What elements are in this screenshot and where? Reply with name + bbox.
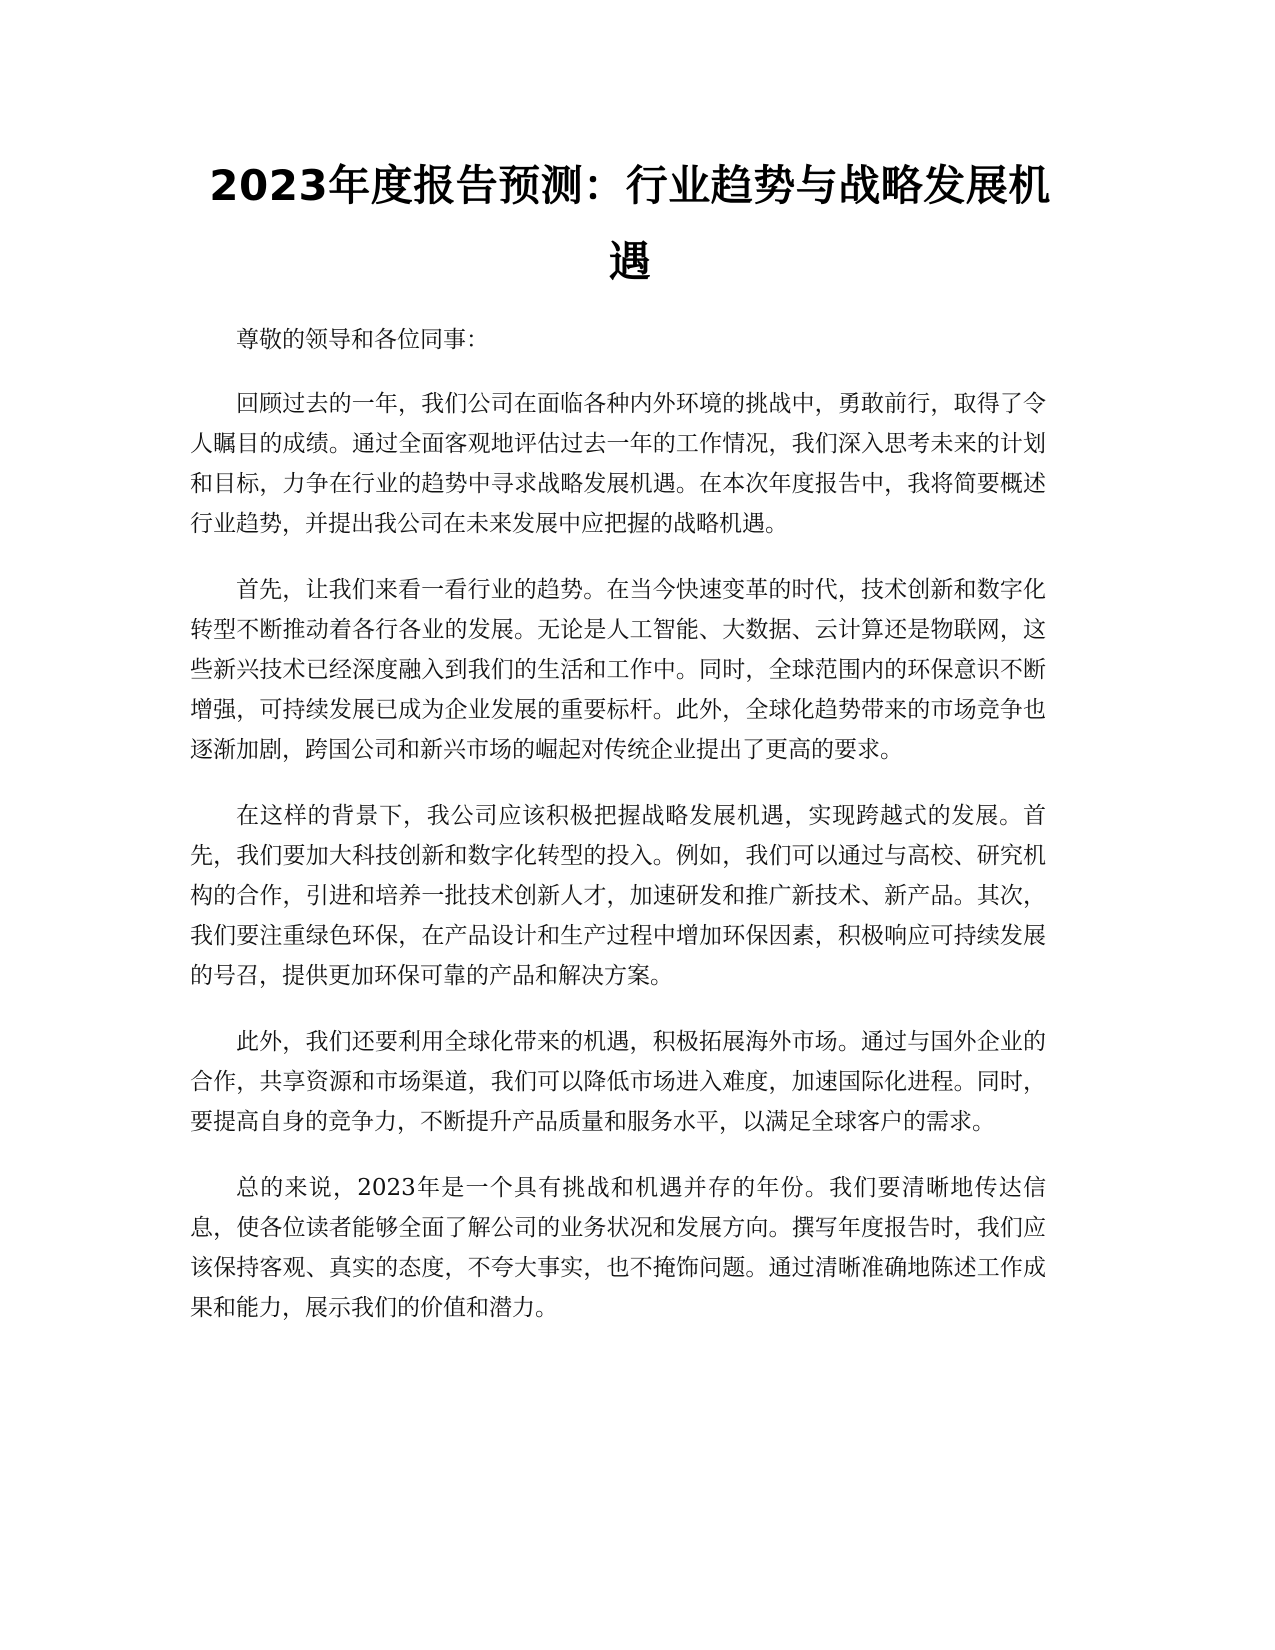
paragraph-industry-trends: 首先，让我们来看一看行业的趋势。在当今快速变革的时代，技术创新和数字化转型不断推动着各行各业的发展。无论是人工智能、大数据、云计算还是物联网，这些新兴技术已经深度融入到我们的生活和工作中。同时，全球范围内的环保意识不断增强，可持续发展已成为企业发展的重要标杆。此外，全球化趋势带来的市场竞争也逐渐加剧，跨国公司和新兴市场的崛起对传统企业提出了更高的要求。 xyxy=(190,577,1046,763)
paragraph-review: 回顾过去的一年，我们公司在面临各种内外环境的挑战中，勇敢前行，取得了令人瞩目的成绩。通过全面客观地评估过去一年的工作情况，我们深入思考未来的计划和目标，力争在行业的趋势中寻求战略发展机遇。在本次年度报告中，我将简要概述行业趋势，并提出我公司在未来发展中应把握的战略机遇。 xyxy=(190,391,1046,537)
document-body xyxy=(190,320,1046,1354)
paragraph-strategic-opportunities: 在这样的背景下，我公司应该积极把握战略发展机遇，实现跨越式的发展。首先，我们要加大科技创新和数字化转型的投入。例如，我们可以通过与高校、研究机构的合作，引进和培养一批技术创新人才，加速研发和推广新技术、新产品。其次，我们要注重绿色环保，在产品设计和生产过程中增加环保因素，积极响应可持续发展的号召，提供更加环保可靠的产品和解决方案。 xyxy=(190,803,1046,989)
paragraph-globalization: 此外，我们还要利用全球化带来的机遇，积极拓展海外市场。通过与国外企业的合作，共享资源和市场渠道，我们可以降低市场进入难度，加速国际化进程。同时，要提高自身的竞争力，不断提升产品质量和服务水平，以满足全球客户的需求。 xyxy=(190,1029,1046,1135)
salutation: 尊敬的领导和各位同事： xyxy=(236,327,489,353)
paragraph-conclusion: 总的来说，2023年是一个具有挑战和机遇并存的年份。我们要清晰地传达信息，使各位读者能够全面了解公司的业务状况和发展方向。撰写年度报告时，我们应该保持客观、真实的态度，不夸大事实，也不掩饰问题。通过清晰准确地陈述工作成果和能力，展示我们的价值和潜力。 xyxy=(190,1175,1046,1321)
document-title: 2023年度报告预测：行业趋势与战略发展机遇 xyxy=(209,161,1051,286)
